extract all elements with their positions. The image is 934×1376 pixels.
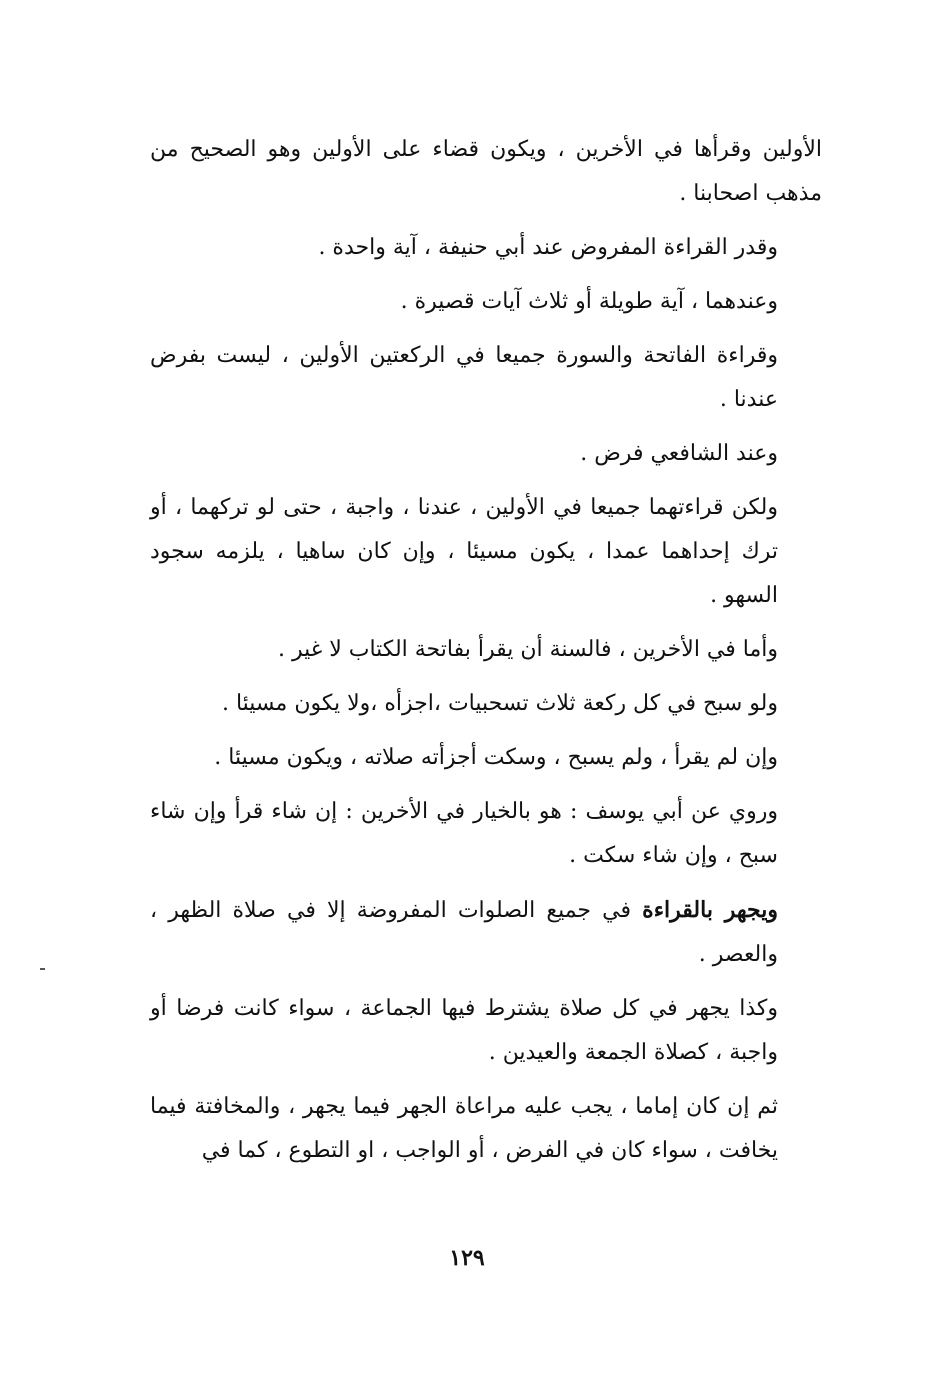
margin-speck xyxy=(40,968,45,970)
paragraph: وأما في الأخرين ، فالسنة أن يقرأ بفاتحة الكتاب لا غير . xyxy=(277,637,778,662)
paragraph: وكذا يجهر في كل صلاة يشترط فيها الجماعة ، سواء كانت فرضا أو واجبة ، كصلاة الجمعة والعيدين . xyxy=(150,996,778,1065)
paragraph-rest: في جميع الصلوات المفروضة إلا في صلاة الظهر ، والعصر . xyxy=(150,898,778,967)
paragraph: وروي عن أبي يوسف : هو بالخيار في الأخرين : إن شاء قرأ وإن شاء سبح ، وإن شاء سكت . xyxy=(150,799,778,868)
paragraph-with-bold-lead xyxy=(150,888,822,977)
bold-lead-phrase: ويجهر بالقراءة xyxy=(642,897,778,923)
body-text xyxy=(150,128,822,1183)
paragraph: ثم إن كان إماما ، يجب عليه مراعاة الجهر فيما يجهر ، والمخافتة فيما يخافت ، سواء كان في الفرض ، أو الواجب ، او التطوع ، كما في xyxy=(150,1094,778,1163)
paragraph: وعندهما ، آية طويلة أو ثلاث آيات قصيرة . xyxy=(400,289,778,314)
paragraph: وقراءة الفاتحة والسورة جميعا في الركعتين الأولين ، ليست بفرض عندنا . xyxy=(150,343,778,412)
page-number: ١٢٩ xyxy=(449,1245,485,1271)
paragraph: وعند الشافعي فرض . xyxy=(580,441,778,466)
paragraph: ولو سبح في كل ركعة ثلاث تسحبيات ،اجزأه ،ولا يكون مسيئا . xyxy=(221,691,778,716)
paragraph: وقدر القراءة المفروض عند أبي حنيفة ، آية واحدة . xyxy=(318,235,778,260)
paragraph-continuation: الأولين وقرأها في الأخرين ، ويكون قضاء على الأولين وهو الصحيح من مذهب اصحابنا . xyxy=(150,137,822,206)
paragraph: ولكن قراءتهما جميعا في الأولين ، عندنا ، واجبة ، حتى لو تركهما ، أو ترك إحداهما عمدا ، يكون مسيئا ، وإن كان ساهيا ، يلزمه سجود السهو . xyxy=(150,495,778,608)
paragraph: وإن لم يقرأ ، ولم يسبح ، وسكت أجزأته صلاته ، ويكون مسيئا . xyxy=(214,745,778,770)
